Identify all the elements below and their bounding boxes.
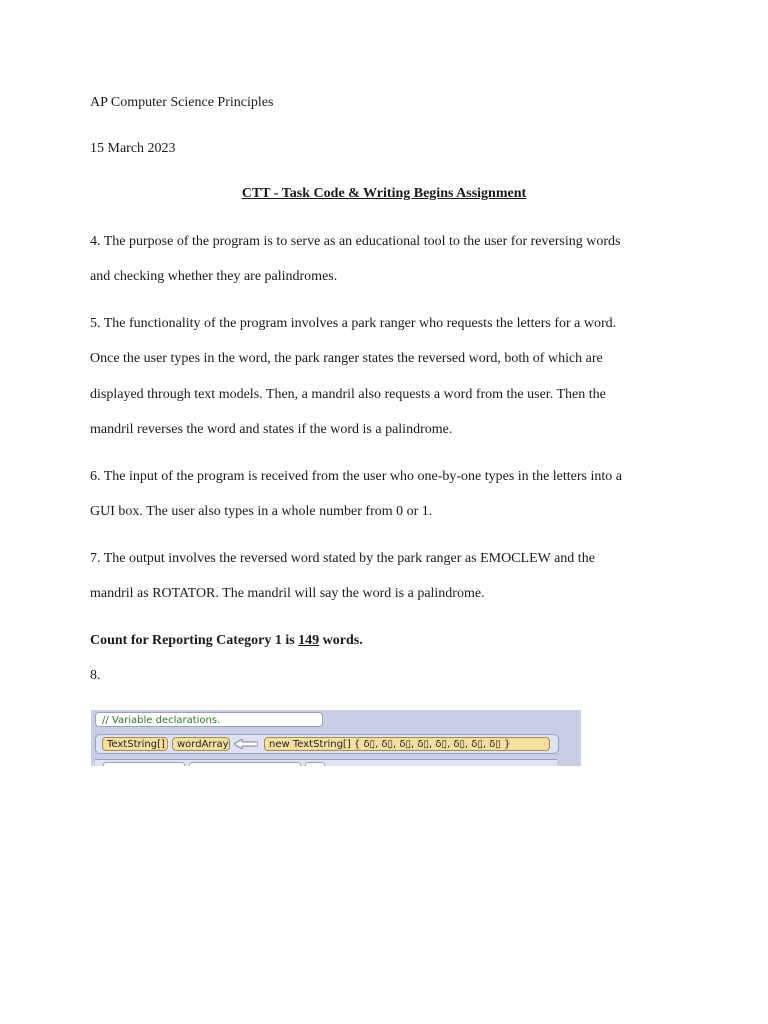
next-row-block-1	[103, 762, 185, 766]
paragraph-4-line-2: and checking whether they are palindromes.	[90, 269, 338, 284]
course-name: AP Computer Science Principles	[90, 95, 274, 110]
paragraph-7-line-1: 7. The output involves the reversed word stated by the park ranger as EMOCLEW and the	[90, 551, 595, 566]
paragraph-6-line-1: 6. The input of the program is received from the user who one-by-one types in the letters into a	[90, 469, 622, 484]
paragraph-5-line-3: displayed through text models. Then, a mandril also requests a word from the user. Then the	[90, 387, 606, 402]
code-next-row	[95, 759, 557, 766]
item-8-label: 8.	[90, 668, 101, 683]
paragraph-7-line-2: mandril as ROTATOR. The mandril will say the word is a palindrome.	[90, 586, 485, 601]
next-row-block-2	[189, 762, 301, 766]
code-assignment-row	[95, 734, 559, 754]
paragraph-5-line-2: Once the user types in the word, the park ranger states the reversed word, both of which are	[90, 351, 603, 366]
code-screenshot	[91, 710, 581, 766]
next-row-block-3	[305, 762, 325, 766]
word-count-line	[90, 632, 363, 650]
paragraph-5-line-4: mandril reverses the word and states if the word is a palindrome.	[90, 422, 453, 437]
document-date: 15 March 2023	[90, 141, 176, 156]
paragraph-5-line-1: 5. The functionality of the program involves a park ranger who requests the letters for a word.	[90, 316, 617, 331]
paragraph-6-line-2: GUI box. The user also types in a whole number from 0 or 1.	[90, 504, 433, 519]
variable-block: wordArray	[172, 737, 230, 751]
array-expression-block: new TextString[] { δ▯, δ▯, δ▯, δ▯, δ▯, δ▯, δ▯, δ▯ }	[264, 737, 550, 751]
document-title: CTT - Task Code & Writing Begins Assignment	[241, 186, 527, 201]
code-comment: // Variable declarations.	[95, 712, 323, 727]
word-count-prefix: Count for Reporting Category 1 is	[90, 633, 299, 648]
assign-arrow-icon	[234, 739, 258, 749]
type-block: TextString[]	[102, 737, 168, 751]
word-count-number: 149	[298, 633, 320, 648]
paragraph-4-line-1: 4. The purpose of the program is to serve as an educational tool to the user for reversing words	[90, 234, 621, 249]
word-count-suffix: words.	[319, 633, 363, 648]
